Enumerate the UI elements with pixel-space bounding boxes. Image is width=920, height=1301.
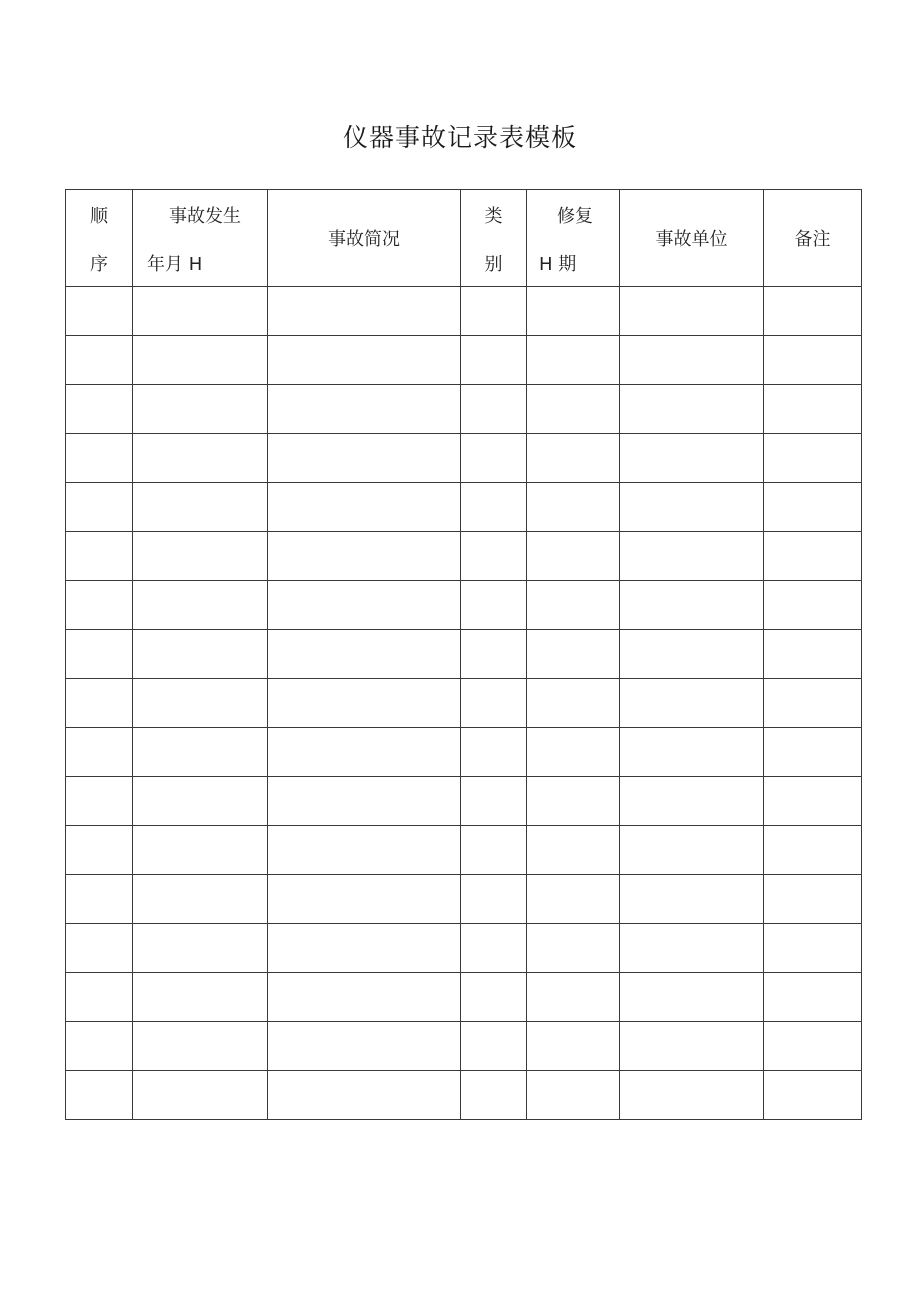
- table-cell-unit[interactable]: [620, 336, 764, 385]
- table-cell-category[interactable]: [461, 728, 527, 777]
- table-cell-date[interactable]: [133, 679, 268, 728]
- table-cell-category[interactable]: [461, 875, 527, 924]
- table-cell-date[interactable]: [133, 924, 268, 973]
- table-cell-category[interactable]: [461, 924, 527, 973]
- table-cell-category[interactable]: [461, 336, 527, 385]
- table-cell-seq[interactable]: [66, 826, 133, 875]
- table-cell-seq[interactable]: [66, 777, 133, 826]
- table-cell-note[interactable]: [764, 287, 862, 336]
- table-cell-date[interactable]: [133, 385, 268, 434]
- table-cell-note[interactable]: [764, 581, 862, 630]
- table-cell-note[interactable]: [764, 679, 862, 728]
- table-cell-date[interactable]: [133, 777, 268, 826]
- table-cell-unit[interactable]: [620, 630, 764, 679]
- table-cell-repair[interactable]: [527, 1022, 620, 1071]
- table-cell-repair[interactable]: [527, 728, 620, 777]
- table-cell-note[interactable]: [764, 973, 862, 1022]
- table-cell-category[interactable]: [461, 1071, 527, 1120]
- table-cell-repair[interactable]: [527, 875, 620, 924]
- table-row: [66, 1071, 862, 1120]
- table-cell-category[interactable]: [461, 826, 527, 875]
- table-cell-date[interactable]: [133, 728, 268, 777]
- table-cell-category[interactable]: [461, 532, 527, 581]
- table-cell-date[interactable]: [133, 1071, 268, 1120]
- table-cell-repair[interactable]: [527, 434, 620, 483]
- table-cell-category[interactable]: [461, 777, 527, 826]
- table-cell-date[interactable]: [133, 336, 268, 385]
- table-cell-date[interactable]: [133, 826, 268, 875]
- table-cell-summary[interactable]: [268, 777, 461, 826]
- table-cell-summary[interactable]: [268, 287, 461, 336]
- table-row: [66, 924, 862, 973]
- table-cell-summary[interactable]: [268, 973, 461, 1022]
- table-cell-seq[interactable]: [66, 728, 133, 777]
- table-cell-date[interactable]: [133, 630, 268, 679]
- table-cell-unit[interactable]: [620, 385, 764, 434]
- table-cell-category[interactable]: [461, 630, 527, 679]
- table-cell-summary[interactable]: [268, 924, 461, 973]
- table-cell-repair[interactable]: [527, 1071, 620, 1120]
- table-cell-unit[interactable]: [620, 826, 764, 875]
- table-cell-seq[interactable]: [66, 434, 133, 483]
- table-cell-unit[interactable]: [620, 581, 764, 630]
- table-cell-summary[interactable]: [268, 1022, 461, 1071]
- table-cell-note[interactable]: [764, 483, 862, 532]
- table-cell-note[interactable]: [764, 777, 862, 826]
- table-row: [66, 287, 862, 336]
- table-cell-category[interactable]: [461, 385, 527, 434]
- table-cell-note[interactable]: [764, 728, 862, 777]
- table-cell-unit[interactable]: [620, 728, 764, 777]
- header-category: 类 别: [461, 190, 527, 287]
- table-cell-seq[interactable]: [66, 679, 133, 728]
- table-row: [66, 875, 862, 924]
- table-cell-summary[interactable]: [268, 532, 461, 581]
- table-cell-note[interactable]: [764, 336, 862, 385]
- table-cell-unit[interactable]: [620, 924, 764, 973]
- table-cell-summary[interactable]: [268, 385, 461, 434]
- table-cell-date[interactable]: [133, 434, 268, 483]
- table-cell-date[interactable]: [133, 1022, 268, 1071]
- table-cell-category[interactable]: [461, 581, 527, 630]
- table-row: [66, 532, 862, 581]
- table-cell-summary[interactable]: [268, 630, 461, 679]
- table-cell-summary[interactable]: [268, 434, 461, 483]
- table-cell-unit[interactable]: [620, 483, 764, 532]
- table-cell-seq[interactable]: [66, 875, 133, 924]
- page-title: 仪器事故记录表模板: [342, 123, 577, 152]
- table-cell-note[interactable]: [764, 1071, 862, 1120]
- table-cell-date[interactable]: [133, 532, 268, 581]
- table-cell-seq[interactable]: [66, 630, 133, 679]
- table-cell-note[interactable]: [764, 826, 862, 875]
- table-cell-repair[interactable]: [527, 581, 620, 630]
- table-cell-unit[interactable]: [620, 875, 764, 924]
- header-repair-date: 修复 H 期: [527, 190, 620, 287]
- table-cell-note[interactable]: [764, 434, 862, 483]
- table-row: [66, 483, 862, 532]
- table-cell-repair[interactable]: [527, 385, 620, 434]
- table-cell-unit[interactable]: [620, 434, 764, 483]
- table-cell-date[interactable]: [133, 973, 268, 1022]
- table-row: [66, 385, 862, 434]
- table-body: [66, 287, 862, 1120]
- table-cell-repair[interactable]: [527, 483, 620, 532]
- table-cell-category[interactable]: [461, 483, 527, 532]
- table-cell-seq[interactable]: [66, 336, 133, 385]
- table-cell-seq[interactable]: [66, 1071, 133, 1120]
- table-row: [66, 826, 862, 875]
- table-row: [66, 679, 862, 728]
- header-date: 事故发生 年月 H: [133, 190, 268, 287]
- table-cell-date[interactable]: [133, 581, 268, 630]
- table-cell-category[interactable]: [461, 434, 527, 483]
- header-note: 备注: [764, 190, 862, 287]
- table-cell-unit[interactable]: [620, 1022, 764, 1071]
- table-cell-date[interactable]: [133, 483, 268, 532]
- table-cell-summary[interactable]: [268, 581, 461, 630]
- table-cell-unit[interactable]: [620, 287, 764, 336]
- table-cell-unit[interactable]: [620, 973, 764, 1022]
- table-cell-repair[interactable]: [527, 973, 620, 1022]
- table-row: [66, 1022, 862, 1071]
- table-cell-seq[interactable]: [66, 924, 133, 973]
- table-cell-summary[interactable]: [268, 826, 461, 875]
- table-cell-seq[interactable]: [66, 483, 133, 532]
- table-cell-category[interactable]: [461, 679, 527, 728]
- header-seq: 顺 序: [66, 190, 133, 287]
- table-cell-repair[interactable]: [527, 336, 620, 385]
- header-summary: 事故简况: [268, 190, 461, 287]
- table-cell-summary[interactable]: [268, 336, 461, 385]
- table-cell-category[interactable]: [461, 287, 527, 336]
- table-cell-seq[interactable]: [66, 385, 133, 434]
- table-cell-note[interactable]: [764, 532, 862, 581]
- table-cell-date[interactable]: [133, 875, 268, 924]
- table-cell-summary[interactable]: [268, 1071, 461, 1120]
- table-cell-repair[interactable]: [527, 532, 620, 581]
- table-cell-repair[interactable]: [527, 630, 620, 679]
- table-cell-summary[interactable]: [268, 875, 461, 924]
- table-cell-repair[interactable]: [527, 287, 620, 336]
- table-row: [66, 434, 862, 483]
- table-cell-seq[interactable]: [66, 287, 133, 336]
- table-cell-summary[interactable]: [268, 679, 461, 728]
- table-row: [66, 728, 862, 777]
- table-cell-note[interactable]: [764, 385, 862, 434]
- table-cell-note[interactable]: [764, 875, 862, 924]
- table-cell-seq[interactable]: [66, 973, 133, 1022]
- table-row: [66, 336, 862, 385]
- table-cell-category[interactable]: [461, 973, 527, 1022]
- table-row: [66, 973, 862, 1022]
- table-cell-unit[interactable]: [620, 532, 764, 581]
- table-cell-repair[interactable]: [527, 826, 620, 875]
- table-row: [66, 777, 862, 826]
- table-cell-repair[interactable]: [527, 777, 620, 826]
- table-cell-unit[interactable]: [620, 1071, 764, 1120]
- table-cell-note[interactable]: [764, 924, 862, 973]
- table-cell-date[interactable]: [133, 287, 268, 336]
- table-row: [66, 630, 862, 679]
- table-row: [66, 581, 862, 630]
- table-cell-seq[interactable]: [66, 532, 133, 581]
- header-unit: 事故单位: [620, 190, 764, 287]
- header-row: [66, 190, 862, 287]
- table-cell-repair[interactable]: [527, 679, 620, 728]
- table-cell-summary[interactable]: [268, 728, 461, 777]
- table-cell-unit[interactable]: [620, 679, 764, 728]
- table-cell-seq[interactable]: [66, 581, 133, 630]
- table-cell-seq[interactable]: [66, 1022, 133, 1071]
- table-cell-summary[interactable]: [268, 483, 461, 532]
- table-cell-repair[interactable]: [527, 924, 620, 973]
- table-cell-category[interactable]: [461, 1022, 527, 1071]
- table-cell-note[interactable]: [764, 630, 862, 679]
- table-cell-unit[interactable]: [620, 777, 764, 826]
- table-cell-note[interactable]: [764, 1022, 862, 1071]
- accident-record-table: [65, 189, 862, 1120]
